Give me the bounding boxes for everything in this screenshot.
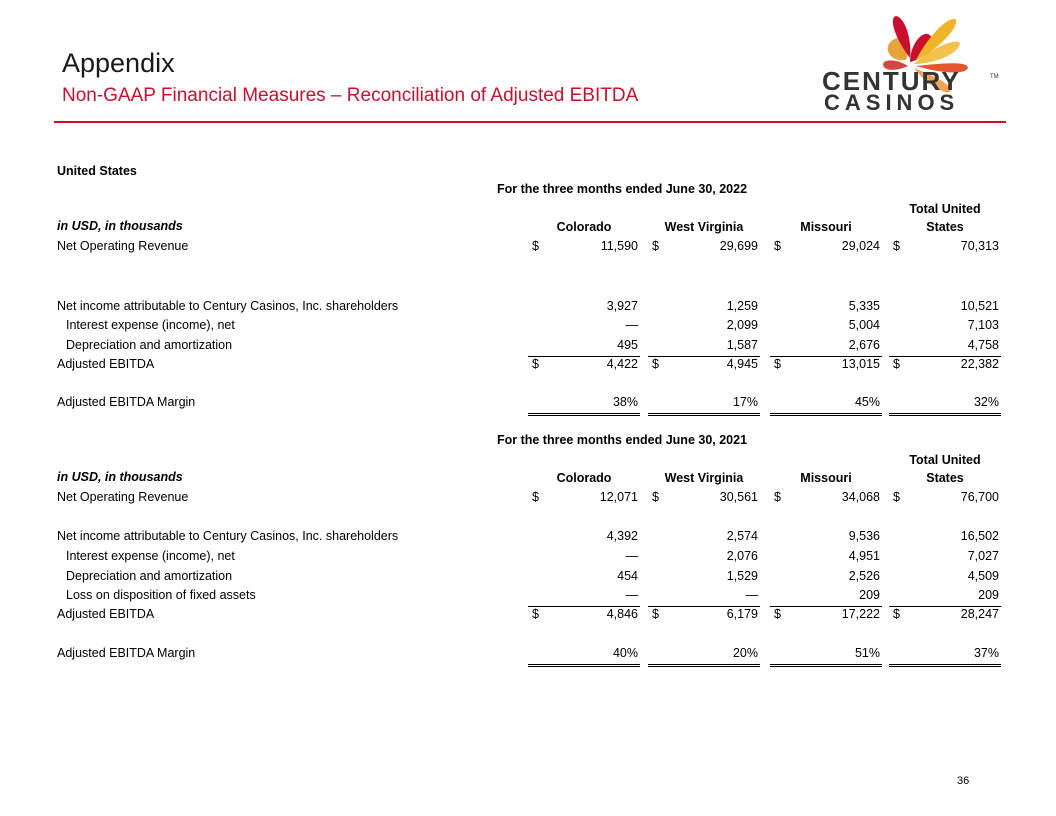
table-cell [648,529,760,547]
cell-value: 2,526 [848,569,880,583]
cell-value: 29,699 [719,239,758,253]
table-cell [889,338,1001,357]
svg-text:CASINOS: CASINOS [824,90,960,114]
period-text: For the three months ended June 30, 2022 [496,182,748,196]
currency-symbol: $ [893,239,900,253]
table-cell [528,588,640,607]
currency-symbol: $ [532,357,539,371]
reconciliation-table [57,182,1007,422]
table-cell [889,490,1001,508]
cell-value: 37% [973,646,999,660]
table-cell [648,549,760,567]
cell-value: 2,676 [848,338,880,352]
cell-value: 12,071 [599,490,638,504]
table-cell [648,239,760,257]
cell-value: 40% [612,646,638,660]
table-cell [889,239,1001,257]
currency-symbol: $ [652,607,659,621]
row-label: Loss on disposition of fixed assets [66,588,256,602]
table-cell [528,318,640,336]
cell-value: 4,758 [967,338,999,352]
cell-value: 209 [978,588,999,602]
table-cell [648,588,760,607]
table-cell [889,529,1001,547]
column-header-text: States [926,471,964,485]
cell-value: — [625,588,638,602]
column-header-text: Colorado [556,471,612,485]
table-cell [528,529,640,547]
currency-symbol: $ [652,490,659,504]
table-cell [889,318,1001,336]
table-cell [528,549,640,567]
column-header [528,469,640,487]
column-header [889,451,1001,487]
table-row [57,395,1007,413]
column-header-text: Missouri [800,220,852,234]
table-cell [528,357,640,375]
cell-value: 34,068 [841,490,880,504]
page-title: Appendix [62,48,175,78]
table-cell [889,395,1001,416]
cell-value: 4,846 [606,607,638,621]
table-row [57,549,1007,567]
table-cell [770,490,882,508]
cell-value: 9,536 [848,529,880,543]
row-label: Adjusted EBITDA Margin [57,646,196,660]
currency-symbol: $ [532,607,539,621]
cell-value: 11,590 [600,239,638,253]
table-row [57,607,1007,625]
table-cell [648,569,760,587]
column-header-text: West Virginia [664,471,744,485]
title-divider [54,121,1006,123]
row-label: Depreciation and amortization [66,569,233,583]
row-label: Depreciation and amortization [66,338,233,352]
cell-value: 16,502 [960,529,999,543]
reconciliation-table [57,433,1007,673]
table-cell [648,318,760,336]
page-number: 36 [957,775,970,787]
cell-value: — [745,588,758,602]
cell-value: 32% [973,395,999,409]
cell-value: 2,574 [726,529,758,543]
column-header [528,218,640,236]
cell-value: 6,179 [726,607,758,621]
table-row [57,646,1007,664]
table-cell [528,569,640,587]
svg-text:TM: TM [990,74,999,80]
currency-symbol: $ [774,239,781,253]
table-cell [528,338,640,357]
cell-value: 1,587 [726,338,758,352]
column-header [770,218,882,236]
table-cell [648,395,760,416]
row-label: Net Operating Revenue [57,239,189,253]
cell-value: 70,313 [960,239,999,253]
table-row [57,569,1007,587]
cell-value: 1,259 [726,299,758,313]
table-cell [770,299,882,317]
cell-value: 7,027 [967,549,999,563]
table-cell [889,607,1001,625]
cell-value: 7,103 [967,318,999,332]
cell-value: 4,422 [606,357,638,371]
table-cell [770,646,882,667]
cell-value: 17,222 [841,607,880,621]
table-cell [770,357,882,375]
table-cell [770,338,882,357]
column-header-text: Total United [909,202,981,216]
row-label: Interest expense (income), net [66,549,235,563]
table-cell [889,646,1001,667]
currency-symbol: $ [532,239,539,253]
table-cell [770,588,882,607]
cell-value: 1,529 [726,569,758,583]
cell-value: 3,927 [606,299,638,313]
column-header-text: Total United [909,453,981,467]
cell-value: 5,335 [848,299,880,313]
table-cell [770,395,882,416]
row-label: Interest expense (income), net [66,318,235,332]
cell-value: 17% [732,395,758,409]
page-subtitle: Non-GAAP Financial Measures – Reconciliation of Adjusted EBITDA [62,85,639,106]
currency-symbol: $ [893,357,900,371]
table-row [57,529,1007,547]
table-cell [528,646,640,667]
table-cell [648,646,760,667]
row-label: Adjusted EBITDA Margin [57,395,196,409]
table-cell [770,607,882,625]
table-cell [889,569,1001,587]
column-header [770,469,882,487]
currency-symbol: $ [652,239,659,253]
cell-value: — [625,549,638,563]
table-row [57,338,1007,356]
currency-symbol: $ [774,357,781,371]
cell-value: 4,392 [606,529,638,543]
table-cell [889,549,1001,567]
table-row [57,490,1007,508]
row-label: Net income attributable to Century Casinos, Inc. shareholders [57,529,399,543]
cell-value: 209 [859,588,880,602]
table-cell [889,588,1001,607]
cell-value: 22,382 [960,357,999,371]
cell-value: 38% [612,395,638,409]
cell-value: 4,945 [726,357,758,371]
table-row [57,299,1007,317]
currency-symbol: $ [532,490,539,504]
cell-value: 5,004 [848,318,880,332]
column-header [648,218,760,236]
cell-value: — [625,318,638,332]
table-cell [770,318,882,336]
column-header [889,200,1001,236]
region-label: United States [57,164,137,178]
column-header-text: Missouri [800,471,852,485]
cell-value: 2,099 [726,318,758,332]
table-cell [648,357,760,375]
currency-symbol: $ [893,490,900,504]
currency-symbol: $ [652,357,659,371]
table-row [57,318,1007,336]
svg-text:CENTURY: CENTURY [822,66,961,96]
cell-value: 45% [854,395,880,409]
currency-symbol: $ [774,490,781,504]
cell-value: 13,015 [841,357,880,371]
table-cell [648,299,760,317]
column-header [648,469,760,487]
table-row [57,357,1007,375]
cell-value: 495 [617,338,638,352]
units-label: in USD, in thousands [57,470,183,484]
column-header-text: West Virginia [664,220,744,234]
cell-value: 2,076 [726,549,758,563]
cell-value: 454 [617,569,638,583]
table-cell [648,338,760,357]
row-label: Adjusted EBITDA [57,357,155,371]
cell-value: 20% [732,646,758,660]
cell-value: 51% [854,646,880,660]
row-label: Adjusted EBITDA [57,607,155,621]
century-casinos-logo [818,8,1000,114]
cell-value: 76,700 [960,490,999,504]
cell-value: 4,509 [967,569,999,583]
table-cell [528,239,640,257]
table-cell [528,490,640,508]
table-cell [528,299,640,317]
table-cell [770,549,882,567]
cell-value: 29,024 [841,239,880,253]
table-cell [889,299,1001,317]
table-cell [648,607,760,625]
table-cell [770,569,882,587]
table-cell [889,357,1001,375]
row-label: Net Operating Revenue [57,490,189,504]
cell-value: 28,247 [960,607,999,621]
cell-value: 30,561 [719,490,758,504]
cell-value: 10,521 [960,299,999,313]
cell-value: 4,951 [848,549,880,563]
table-row [57,239,1007,257]
column-header-text: States [926,220,964,234]
row-label: Net income attributable to Century Casinos, Inc. shareholders [57,299,399,313]
column-header-text: Colorado [556,220,612,234]
table-cell [770,239,882,257]
units-label: in USD, in thousands [57,219,183,233]
table-cell [528,607,640,625]
table-cell [770,529,882,547]
table-cell [528,395,640,416]
currency-symbol: $ [774,607,781,621]
table-cell [648,490,760,508]
table-row [57,588,1007,606]
period-text: For the three months ended June 30, 2021 [496,433,748,447]
currency-symbol: $ [893,607,900,621]
